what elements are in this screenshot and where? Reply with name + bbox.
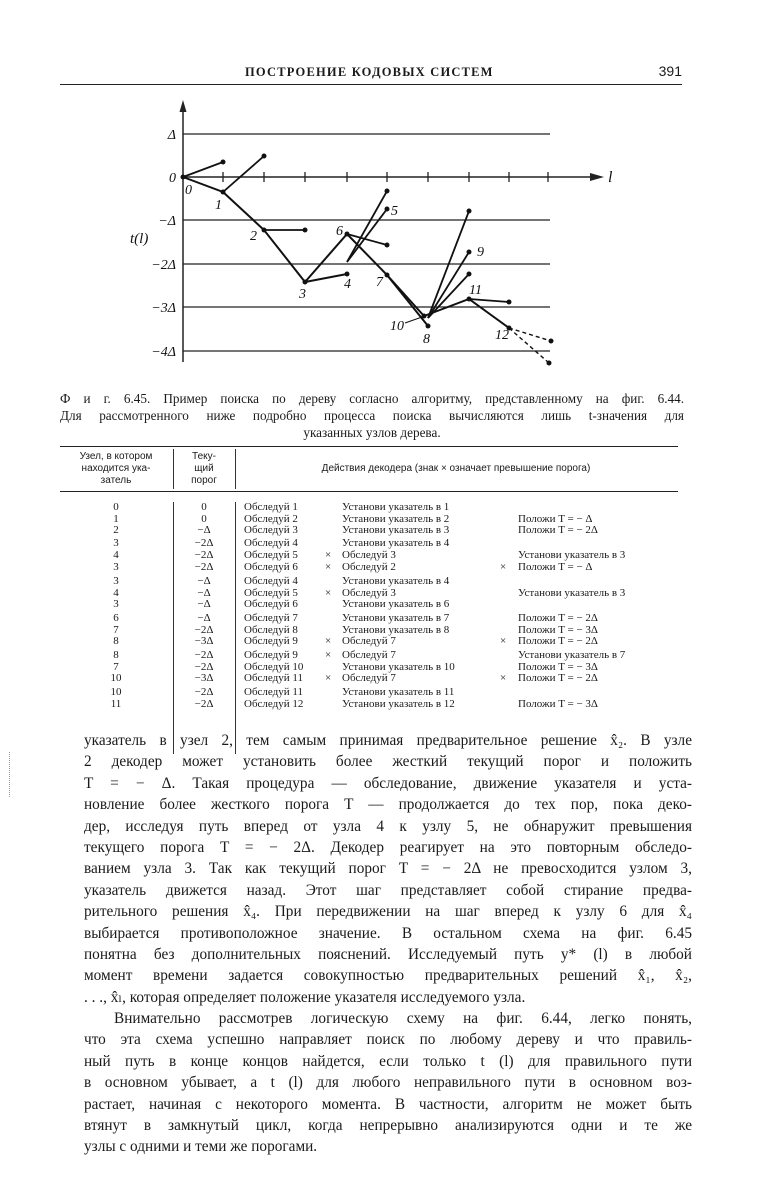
x-axis-label: l [608,169,613,186]
node-cell: 3 [113,575,119,587]
caption-line-1: Ф и г. 6.45. Пример поиска по дереву согласно алгоритму, представленному на фиг. 6.44. [60,391,684,406]
svg-text:Δ: Δ [167,128,176,143]
exceed-mark-1: × [325,548,332,561]
text-line: . . ., x̂ₗ, которая определяет положение указателя исследуемого узла. [84,988,526,1006]
y-axis [180,100,187,362]
label-10-leader [405,317,422,323]
node-cell: 2 [113,524,119,536]
text-line: Внимательно рассмотрев логическую схему на фиг. 6.44, легко понять, [114,1010,692,1027]
figure-6-45-search-tree-plot [0,0,774,380]
caption-line-2: Для рассмотренного ниже подробно процесса поиска вычисляются лишь t-значения для [60,408,684,423]
paragraph-2 [84,1008,692,1158]
table-row [60,687,678,699]
text-line: рительного решения x̂₄. При передвижении на шаг вперед к узлу 6 для x̂₄ [84,903,692,921]
text-line: текущего порога T = − 2Δ. Декодер реагирует на это повторным обследо- [84,839,692,857]
action-2-cell: Обследуй 7 [342,672,396,684]
svg-text:−4Δ: −4Δ [151,345,176,360]
caption-line-3: указанных узлов дерева. [303,425,441,440]
exceed-mark-2: × [500,561,507,573]
exceed-mark-1: × [325,672,332,684]
exceed-mark-1: × [325,586,332,599]
node-cell: 3 [113,561,119,573]
svg-text:3: 3 [299,287,306,302]
action-2-cell: Установи указатель в 12 [342,697,455,710]
x-axis-arrow-icon [590,173,604,181]
action-2-cell: Установи указатель в 8 [342,623,450,636]
text-line: что эта схема успешно направляет поиск по любому дереву и что правиль- [84,1031,692,1049]
table-header [60,446,678,492]
node-cell: 10 [110,672,122,684]
svg-text:−3Δ: −3Δ [151,301,176,316]
action-1-cell: Обследуй 3 [244,524,298,536]
action-1-cell: Обследуй 10 [244,660,304,673]
action-2-cell: Обследуй 7 [342,649,396,661]
text-line: понятна без дополнительных пояснений. Исследуемый путь y* (l) в любой [84,946,692,964]
threshold-cell: −Δ [197,575,211,587]
action-1-cell: Обследуй 11 [244,686,303,698]
text-line: 2 декодер может установить более жесткий текущий порог и положить [84,753,692,771]
node-cell: 7 [113,660,119,673]
node-cell: 0 [113,501,119,513]
node-cell: 10 [110,686,122,698]
svg-text:−2Δ: −2Δ [151,258,176,273]
threshold-cell: −2Δ [194,623,214,636]
table-row [60,538,678,550]
exceed-mark-1: × [325,635,332,647]
table-row [60,673,678,685]
threshold-cell: −2Δ [194,686,214,698]
pointer-path [183,177,509,328]
table-row [60,502,678,514]
exceed-mark-2: × [500,635,507,647]
text-line: указатель в узел 2, тем самым принимая предварительное решение x̂₂. В узле [84,732,692,749]
svg-text:2: 2 [250,229,257,244]
action-1-cell: Обследуй 12 [244,697,304,710]
figure-caption [60,390,684,441]
action-1-cell: Обследуй 7 [244,612,298,624]
threshold-cell: −Δ [197,598,211,610]
text-line: T = − Δ. Такая процедура — обследование, движение указателя и уста- [84,774,692,792]
threshold-cell: −Δ [197,524,211,536]
margin-marks [9,752,11,797]
svg-text:1: 1 [215,198,222,213]
action-2-cell: Обследуй 7 [342,635,396,647]
threshold-cell: 0 [201,501,207,513]
action-3-cell: Положи T = − 2Δ [518,612,599,624]
action-3-cell: Положи T = − Δ [518,561,593,573]
text-line: втянут в замкнутый цикл, когда непрерывно анализируются одни и те же [84,1117,692,1135]
table-row [60,599,678,611]
table-row [60,525,678,537]
threshold-cell: −2Δ [194,561,214,573]
threshold-cell: −2Δ [194,649,214,661]
threshold-cell: −2Δ [194,548,214,561]
svg-text:−Δ: −Δ [158,214,176,229]
action-1-cell: Обследуй 9 [244,635,298,647]
action-2-cell: Обследуй 2 [342,561,396,573]
svg-text:7: 7 [376,275,383,290]
action-2-cell: Установи указатель в 4 [342,575,450,587]
header-actions: Действия декодера (знак × означает превышение порога) [321,463,591,474]
text-line: узлы с одними и теми же порогами. [84,1138,318,1156]
explored-branches [183,156,509,318]
page-number: 391 [658,63,682,79]
node-cell: 4 [113,548,119,561]
action-3-cell: Установи указатель в 7 [518,649,626,661]
node-cell: 8 [113,635,119,647]
action-2-cell: Установи указатель в 6 [342,598,450,610]
text-line: момент времени задается совокупностью предварительных решений x̂₁, x̂₂, [84,967,692,985]
node-cell: 7 [113,623,119,636]
action-3-cell: Положи T = − 2Δ [518,635,599,647]
svg-text:0: 0 [169,171,176,186]
action-2-cell: Установи указатель в 10 [342,660,455,673]
threshold-cell: −3Δ [194,635,214,647]
table-row [60,562,678,574]
action-2-cell: Обследуй 3 [342,586,396,599]
table-row [60,650,678,662]
exceed-mark-1: × [325,561,332,573]
header-node: Узел, в котором находится ука- затель [79,451,153,486]
threshold-cell: −2Δ [194,660,214,673]
node-cell: 6 [113,612,119,624]
action-1-cell: Обследуй 8 [244,623,298,636]
action-2-cell: Установи указатель в 4 [342,537,450,549]
node-cell: 3 [113,598,119,610]
node-cell: 11 [110,697,122,710]
action-1-cell: Обследуй 5 [244,548,298,561]
y-axis-arrow-icon [180,100,187,112]
svg-text:5: 5 [391,204,398,219]
action-2-cell: Обследуй 3 [342,548,396,561]
table-row [60,576,678,588]
action-1-cell: Обследуй 2 [244,512,298,525]
header-threshold: Теку- щий порог [191,451,217,486]
y-axis-label: t(l) [130,231,149,247]
dashed-branches [509,328,551,363]
action-1-cell: Обследуй 11 [244,672,303,684]
text-line: растает, начиная с некоторого момента. В частности, алгоритм не может быть [84,1095,692,1113]
text-line: новление более жесткого порога T — продолжается до тех пор, пока деко- [84,796,692,814]
node-cell: 1 [113,512,119,525]
table-body [60,492,678,762]
table-row [60,699,678,711]
action-1-cell: Обследуй 6 [244,598,298,610]
text-line: в основном убывает, а t (l) для любого неправильного пути в основном воз- [84,1074,692,1092]
exceed-mark-2: × [500,672,507,684]
node-cell: 3 [113,537,119,549]
action-3-cell: Положи T = − 3Δ [518,660,599,673]
svg-text:10: 10 [390,319,404,334]
svg-text:11: 11 [469,283,482,298]
action-3-cell: Положи T = − Δ [518,512,593,525]
threshold-cell: −2Δ [194,537,214,549]
decoder-actions-table [60,446,678,762]
running-title: ПОСТРОЕНИЕ КОДОВЫХ СИСТЕМ [245,65,494,79]
x-axis [183,172,604,182]
action-1-cell: Обследуй 6 [244,561,298,573]
action-3-cell: Установи указатель в 3 [518,548,626,561]
node-cell: 8 [113,649,119,661]
svg-text:4: 4 [344,277,351,292]
threshold-cell: −3Δ [194,672,214,684]
action-1-cell: Обследуй 4 [244,575,298,587]
table-row [60,636,678,648]
text-line: выбирается противоположное значение. В остальном схема на фиг. 6.45 [84,924,692,942]
text-line: дер, исследуя путь вперед от узла 4 к узлу 5, не обнаружит превышения [84,817,692,835]
action-1-cell: Обследуй 5 [244,586,298,599]
threshold-cell: 0 [201,512,207,525]
action-2-cell: Установи указатель в 7 [342,612,450,624]
svg-text:12: 12 [495,328,509,343]
svg-text:0: 0 [185,183,192,198]
text-line: ный путь в конце концов найдется, если только t (l) для правильного пути [84,1052,692,1070]
threshold-cell: −Δ [197,586,211,599]
action-2-cell: Установи указатель в 11 [342,686,455,698]
table-row [60,550,678,562]
table-row [60,613,678,625]
action-2-cell: Установи указатель в 1 [342,501,450,513]
text-line: указатель движется назад. Этот шаг представляет собой стирание предва- [84,881,692,899]
y-tick-labels [151,128,176,360]
action-2-cell: Установи указатель в 2 [342,512,450,525]
action-3-cell: Положи T = − 3Δ [518,623,599,636]
action-1-cell: Обследуй 1 [244,501,298,513]
action-3-cell: Установи указатель в 3 [518,586,626,599]
node-cell: 4 [113,586,119,599]
threshold-cell: −Δ [197,612,211,624]
svg-text:8: 8 [423,332,430,347]
text-line: ванием узла 3. Так как текущий порог T = − 2Δ не превосходится узлом 3, [84,860,692,878]
exceed-mark-1: × [325,649,332,661]
action-1-cell: Обследуй 9 [244,649,298,661]
action-3-cell: Положи T = − 2Δ [518,672,599,684]
svg-text:9: 9 [477,245,484,260]
action-3-cell: Положи T = − 2Δ [518,524,599,536]
threshold-cell: −2Δ [194,697,214,710]
action-3-cell: Положи T = − 3Δ [518,697,599,710]
paragraph-1 [84,730,692,1008]
action-1-cell: Обследуй 4 [244,537,298,549]
svg-text:6: 6 [336,224,343,239]
action-2-cell: Установи указатель в 3 [342,524,450,536]
